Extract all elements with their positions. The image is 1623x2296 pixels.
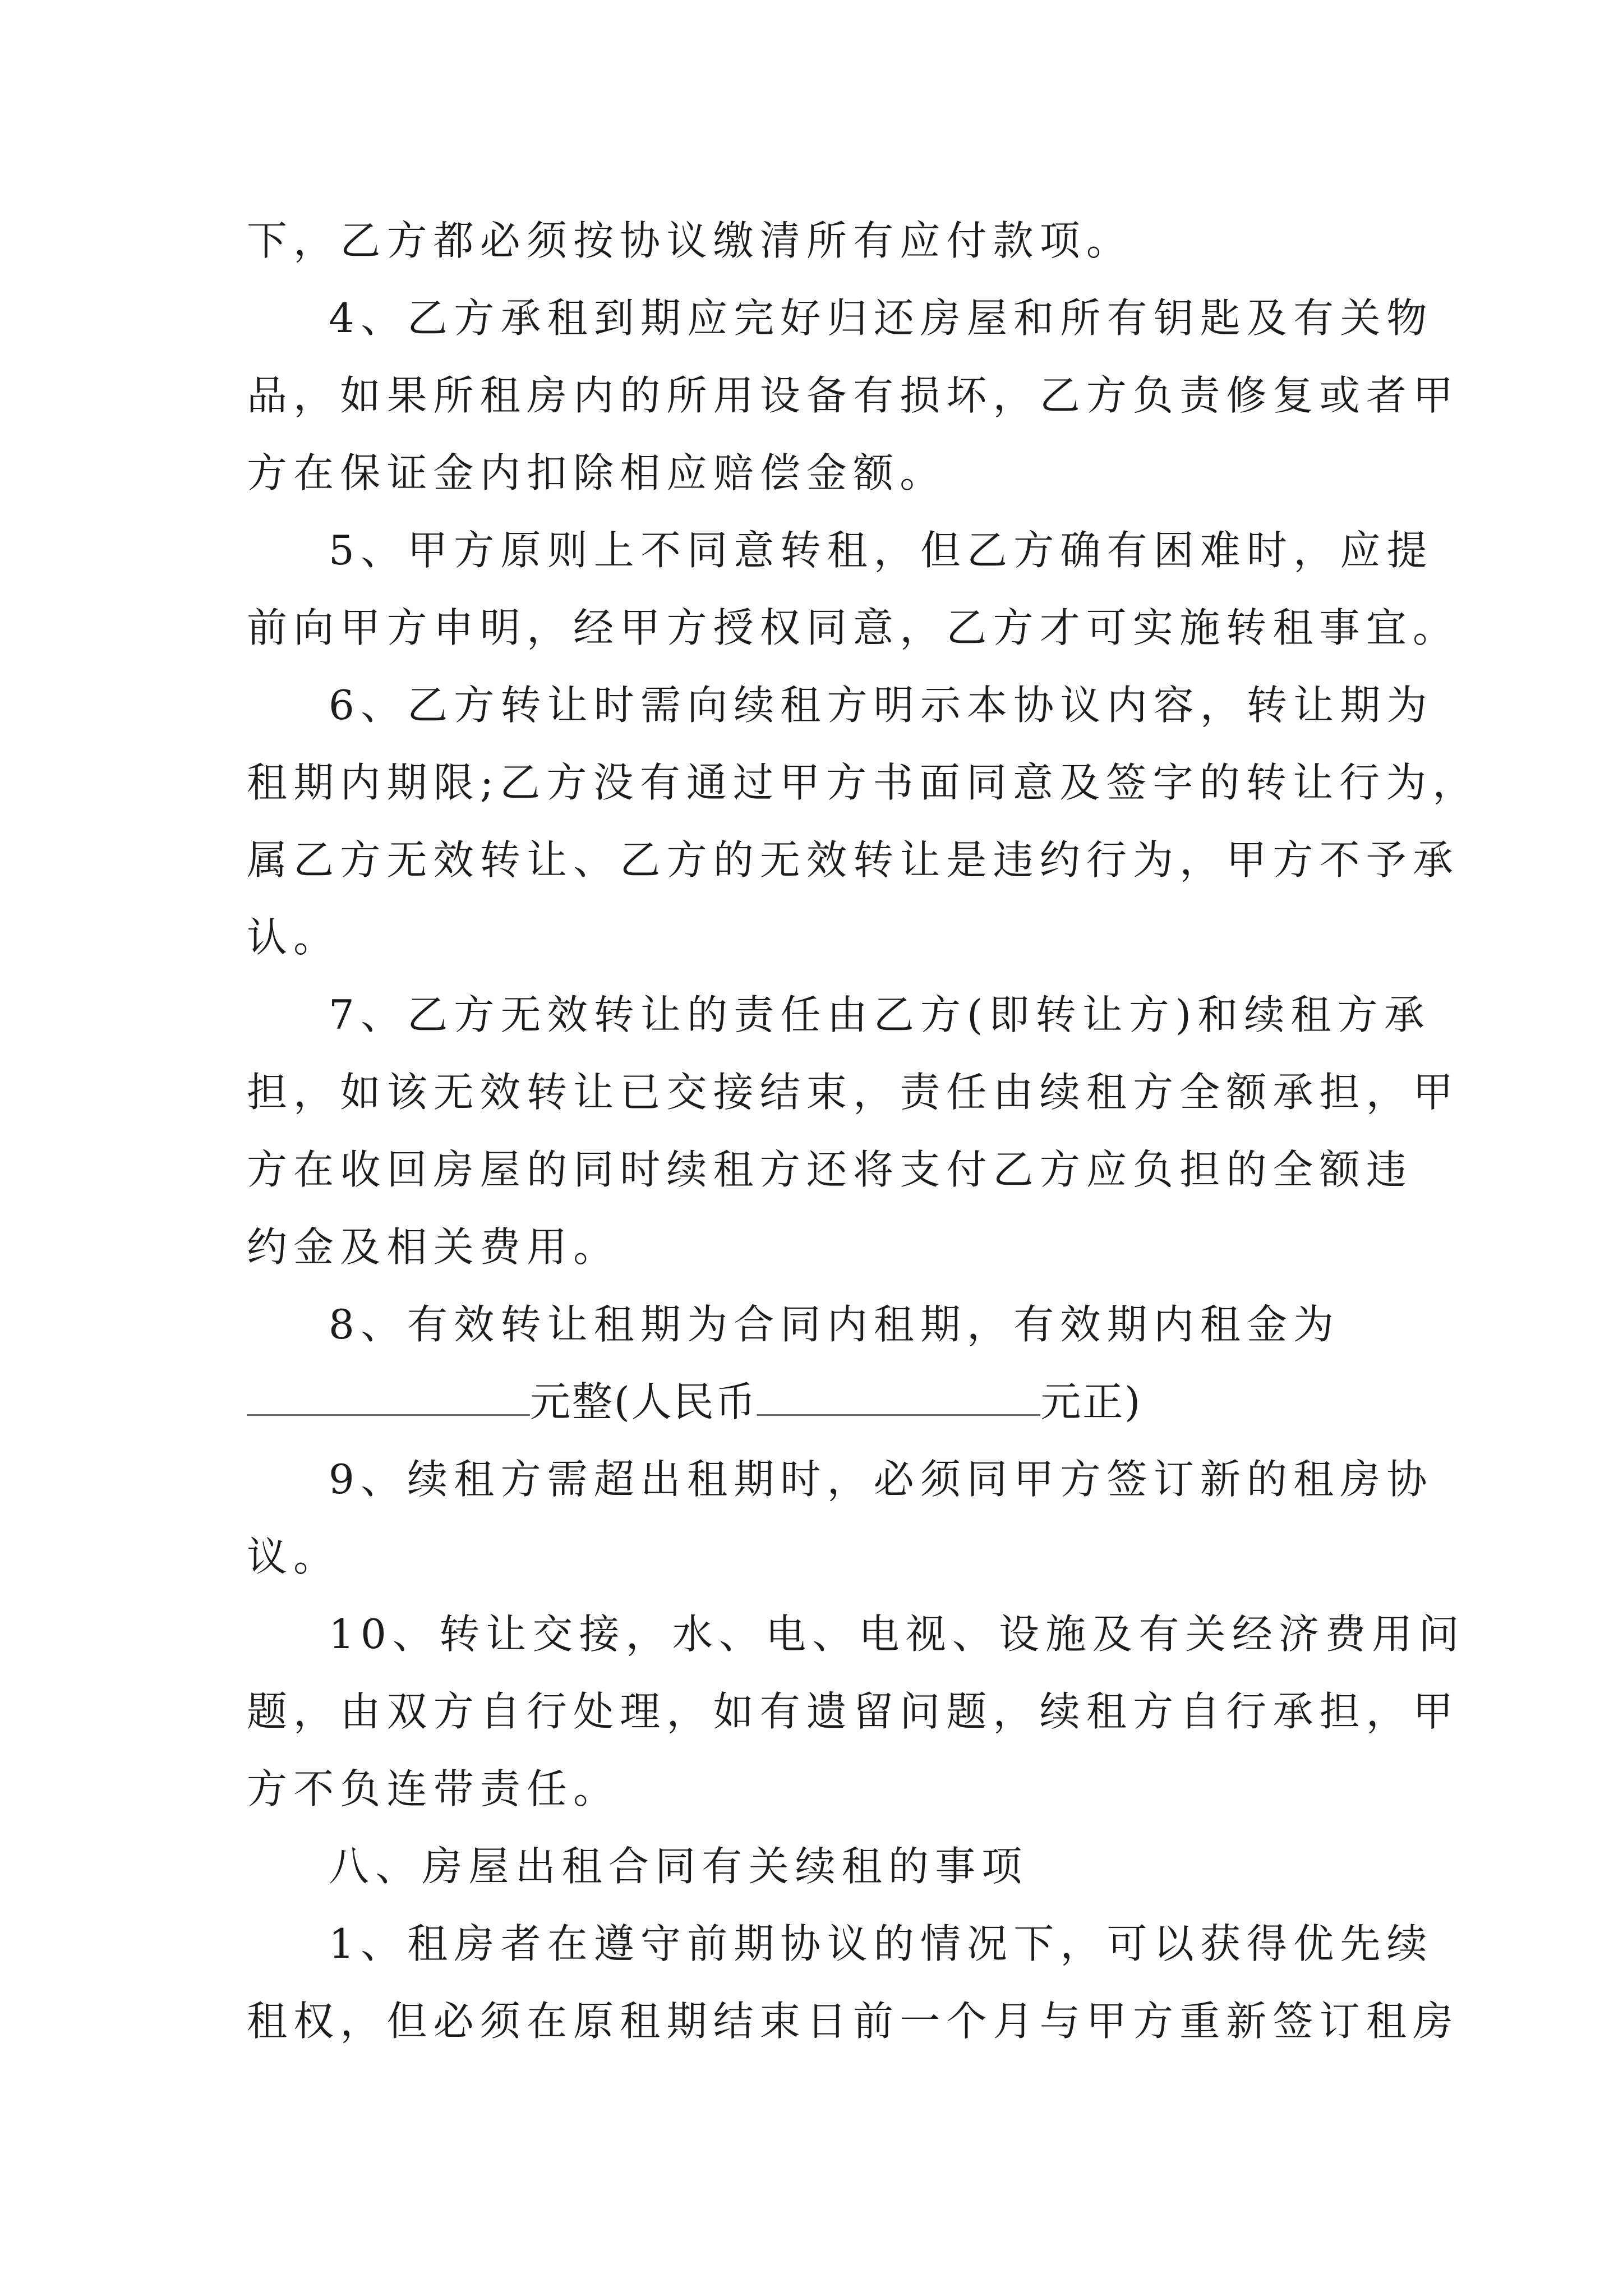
amount-blank-field[interactable]: [247, 1377, 530, 1416]
text-line: 6、乙方转让时需向续租方明示本协议内容，转让期为: [329, 682, 1433, 729]
text-line: 属乙方无效转让、乙方的无效转让是违约行为，甲方不予承: [247, 836, 1460, 884]
blank-suffix-text: 元整(人民币: [530, 1378, 758, 1425]
rmb-amount-blank-field[interactable]: [757, 1377, 1040, 1416]
text-line: 租权，但必须在原租期结束日前一个月与甲方重新签订租房: [247, 1998, 1460, 2045]
text-line: 8、有效转让租期为合同内租期，有效期内租金为: [329, 1301, 1340, 1348]
section-heading: 八、房屋出租合同有关续租的事项: [329, 1843, 1029, 1890]
text-line: 担，如该无效转让已交接结束，责任由续租方全额承担，甲: [247, 1069, 1460, 1116]
text-line: 4、乙方承租到期应完好归还房屋和所有钥匙及有关物: [329, 295, 1433, 342]
text-line: 前向甲方申明，经甲方授权同意，乙方才可实施转租事宜。: [247, 604, 1460, 651]
text-line: 租期内期限;乙方没有通过甲方书面同意及签字的转让行为，: [247, 759, 1479, 806]
text-line: 约金及相关费用。: [247, 1223, 620, 1271]
text-line: 品，如果所租房内的所用设备有损坏，乙方负责修复或者甲: [247, 372, 1460, 419]
text-line: 9、续租方需超出租期时，必须同甲方签订新的租房协: [329, 1456, 1433, 1503]
text-line: 10、转让交接，水、电、电视、设施及有关经济费用问: [329, 1611, 1465, 1658]
text-line: 下，乙方都必须按协议缴清所有应付款项。: [247, 217, 1133, 264]
text-line: 议。: [247, 1533, 340, 1580]
text-line: 5、甲方原则上不同意转租，但乙方确有困难时，应提: [329, 527, 1433, 574]
blank-fill-line: [247, 1363, 1380, 1441]
text-line: 方在保证金内扣除相应赔偿金额。: [247, 449, 947, 496]
document-body: [247, 202, 1479, 2060]
blank-suffix-text: 元正): [1040, 1378, 1142, 1425]
text-line: 方在收回房屋的同时续租方还将支付乙方应负担的全额违: [247, 1146, 1413, 1193]
text-line: 认。: [247, 914, 340, 961]
text-line: 题，由双方自行处理，如有遗留问题，续租方自行承担，甲: [247, 1688, 1460, 1735]
text-line: 7、乙方无效转让的责任由乙方(即转让方)和续租方承: [329, 991, 1431, 1038]
text-line: 1、租房者在遵守前期协议的情况下，可以获得优先续: [329, 1920, 1433, 1967]
text-line: 方不负连带责任。: [247, 1765, 620, 1812]
